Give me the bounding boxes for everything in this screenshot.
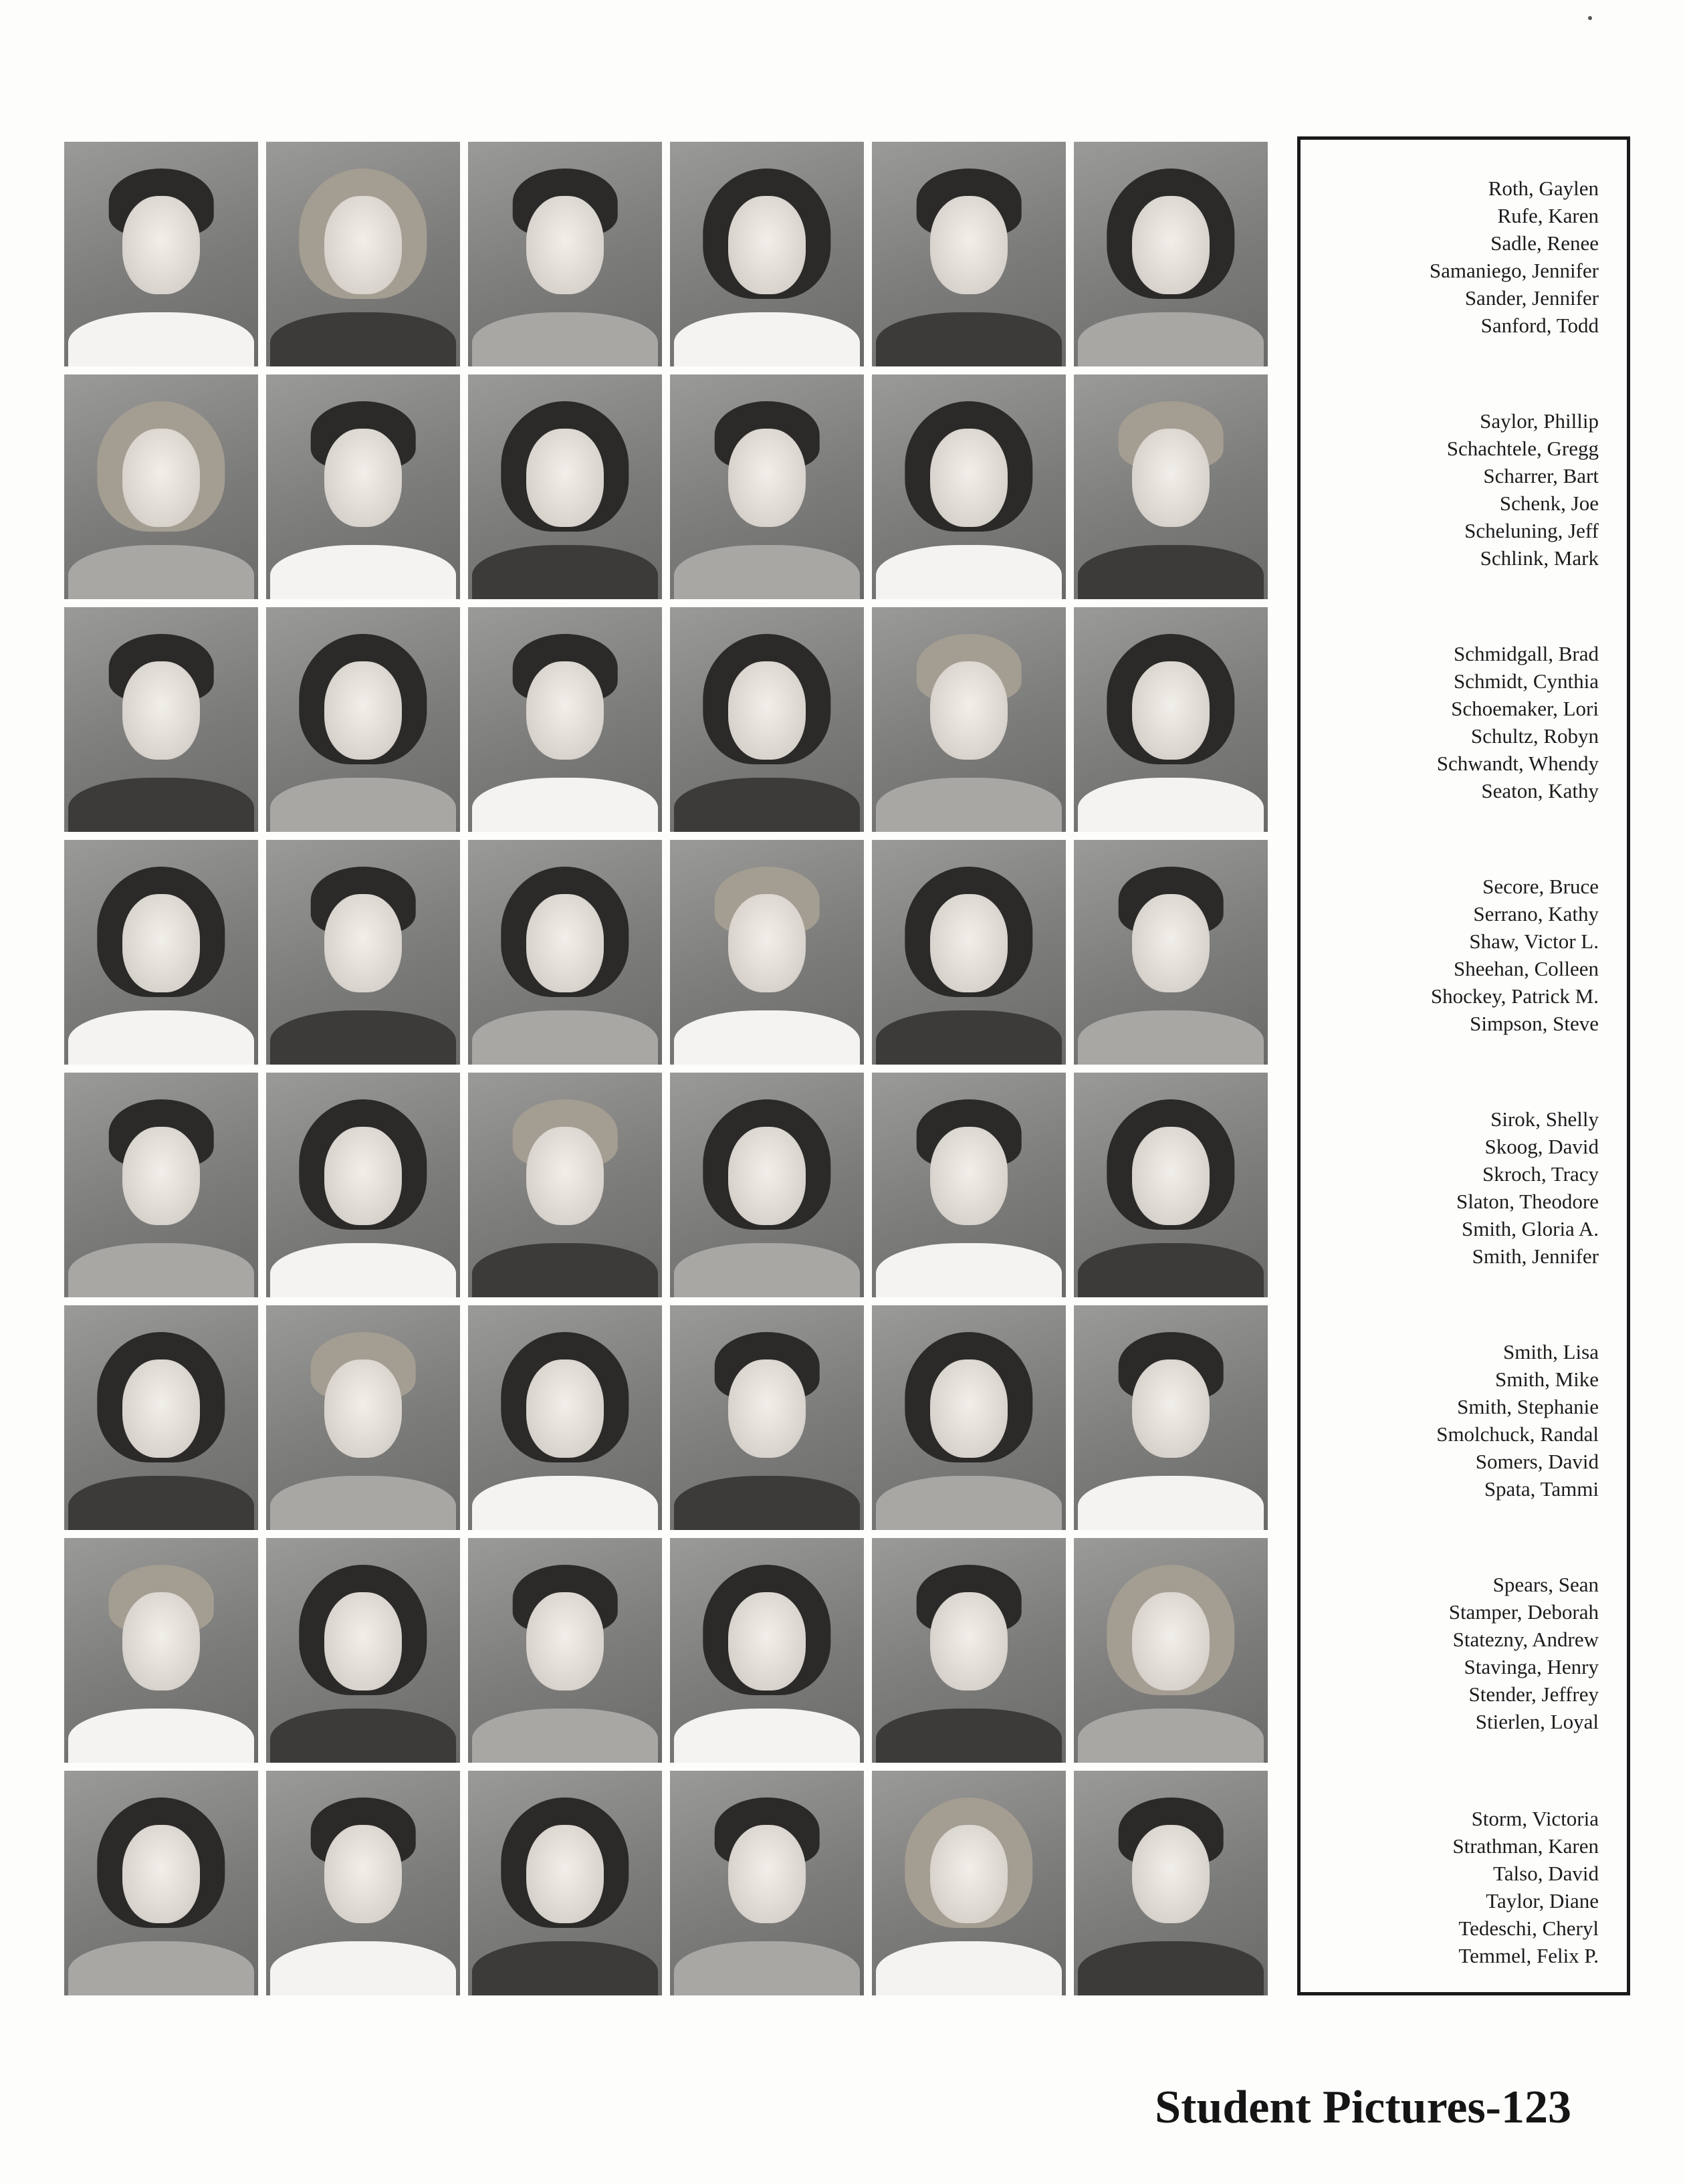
student-name: Stender, Jeffrey [1468, 1682, 1599, 1706]
student-name: Storm, Victoria [1471, 1807, 1599, 1830]
photo-row-1 [64, 142, 1268, 366]
student-portrait [1074, 607, 1268, 832]
student-portrait [266, 1538, 460, 1763]
student-name: Shaw, Victor L. [1469, 930, 1599, 953]
student-name: Scharrer, Bart [1483, 464, 1599, 487]
student-portrait [670, 607, 864, 832]
student-name: Schmidt, Cynthia [1454, 669, 1599, 693]
student-portrait [266, 374, 460, 599]
photo-row-4 [64, 840, 1268, 1065]
student-portrait [64, 374, 258, 599]
student-name: Talso, David [1493, 1862, 1599, 1885]
student-photo-grid [64, 142, 1268, 2005]
student-name: Smith, Lisa [1503, 1340, 1599, 1363]
student-portrait [670, 1305, 864, 1530]
student-portrait [670, 1538, 864, 1763]
student-name: Smith, Mike [1494, 1368, 1599, 1391]
student-portrait [468, 142, 662, 366]
student-name: Schlink, Mark [1480, 546, 1599, 570]
student-portrait [468, 840, 662, 1065]
student-portrait [64, 142, 258, 366]
student-name: Smith, Gloria A. [1462, 1217, 1599, 1240]
photo-row-2 [64, 374, 1268, 599]
student-name: Stavinga, Henry [1464, 1655, 1599, 1678]
student-portrait [1074, 840, 1268, 1065]
student-name: Spata, Tammi [1484, 1477, 1599, 1501]
photo-row-8 [64, 1771, 1268, 1995]
student-portrait [872, 607, 1066, 832]
student-portrait [64, 607, 258, 832]
student-name: Schoemaker, Lori [1451, 697, 1599, 720]
student-name: Rufe, Karen [1497, 204, 1599, 227]
student-portrait [670, 142, 864, 366]
student-portrait [872, 1538, 1066, 1763]
student-name: Somers, David [1475, 1450, 1599, 1473]
student-name: Smith, Jennifer [1472, 1244, 1599, 1268]
student-name: Sirok, Shelly [1490, 1107, 1599, 1131]
student-portrait [872, 1073, 1066, 1297]
student-name: Sanford, Todd [1480, 314, 1599, 337]
student-portrait [266, 1305, 460, 1530]
student-name: Strathman, Karen [1452, 1834, 1599, 1858]
student-name: Schultz, Robyn [1470, 724, 1599, 748]
photo-row-7 [64, 1538, 1268, 1763]
student-name: Skroch, Tracy [1482, 1162, 1599, 1186]
photo-row-3 [64, 607, 1268, 832]
student-portrait [872, 1305, 1066, 1530]
name-group-4 [1431, 873, 1599, 1037]
student-name: Stamper, Deborah [1448, 1600, 1599, 1624]
student-name: Schwandt, Whendy [1436, 752, 1599, 775]
student-portrait [266, 142, 460, 366]
student-name: Spears, Sean [1492, 1573, 1599, 1596]
student-portrait [468, 1073, 662, 1297]
student-portrait [468, 1305, 662, 1530]
student-portrait [872, 1771, 1066, 1995]
student-portrait [1074, 374, 1268, 599]
student-portrait [266, 607, 460, 832]
photo-row-5 [64, 1073, 1268, 1297]
name-group-1 [1430, 175, 1599, 339]
student-portrait [64, 1538, 258, 1763]
student-portrait [468, 374, 662, 599]
student-portrait [64, 840, 258, 1065]
student-name: Skoog, David [1484, 1135, 1599, 1158]
student-portrait [1074, 1073, 1268, 1297]
student-portrait [670, 840, 864, 1065]
student-name: Statezny, Andrew [1452, 1628, 1599, 1651]
student-name: Scheluning, Jeff [1464, 519, 1599, 542]
student-portrait [64, 1305, 258, 1530]
student-name: Slaton, Theodore [1456, 1190, 1599, 1213]
name-group-6 [1436, 1338, 1599, 1503]
student-name: Simpson, Steve [1470, 1012, 1599, 1035]
print-speck [1588, 16, 1592, 20]
student-portrait [1074, 1771, 1268, 1995]
student-name: Tedeschi, Cheryl [1458, 1917, 1599, 1940]
student-name: Sander, Jennifer [1464, 286, 1599, 310]
student-name: Taylor, Diane [1486, 1889, 1599, 1913]
photo-row-6 [64, 1305, 1268, 1530]
student-portrait [872, 840, 1066, 1065]
student-portrait [64, 1771, 258, 1995]
student-name: Temmel, Felix P. [1458, 1944, 1599, 1967]
name-group-8 [1452, 1805, 1599, 1969]
student-portrait [1074, 1538, 1268, 1763]
student-name: Schachtele, Gregg [1446, 437, 1599, 460]
student-name: Roth, Gaylen [1488, 177, 1599, 200]
name-group-7 [1449, 1571, 1599, 1735]
student-name: Shockey, Patrick M. [1430, 984, 1599, 1008]
student-portrait [266, 840, 460, 1065]
student-portrait [1074, 142, 1268, 366]
student-portrait [266, 1073, 460, 1297]
student-name: Smolchuck, Randal [1436, 1422, 1599, 1446]
student-name: Samaniego, Jennifer [1429, 259, 1599, 282]
student-name: Sadle, Renee [1490, 231, 1599, 255]
student-names-panel [1297, 136, 1630, 1995]
name-group-2 [1447, 407, 1599, 572]
student-portrait [64, 1073, 258, 1297]
student-portrait [468, 607, 662, 832]
student-name: Schenk, Joe [1499, 492, 1599, 515]
name-group-5 [1456, 1105, 1599, 1270]
student-portrait [1074, 1305, 1268, 1530]
student-name: Secore, Bruce [1482, 875, 1599, 898]
student-name: Schmidgall, Brad [1454, 642, 1599, 665]
student-portrait [670, 1771, 864, 1995]
student-name: Smith, Stephanie [1457, 1395, 1599, 1418]
page-footer-title: Student Pictures-123 [1155, 2082, 1571, 2133]
student-portrait [872, 374, 1066, 599]
student-portrait [872, 142, 1066, 366]
student-name: Saylor, Phillip [1480, 409, 1599, 433]
student-name: Stierlen, Loyal [1475, 1710, 1599, 1733]
student-portrait [468, 1538, 662, 1763]
student-portrait [670, 1073, 864, 1297]
name-group-3 [1437, 640, 1599, 804]
student-portrait [670, 374, 864, 599]
student-portrait [266, 1771, 460, 1995]
student-name: Seaton, Kathy [1481, 779, 1599, 802]
student-name: Serrano, Kathy [1473, 902, 1599, 925]
student-name: Sheehan, Colleen [1454, 957, 1599, 980]
student-portrait [468, 1771, 662, 1995]
